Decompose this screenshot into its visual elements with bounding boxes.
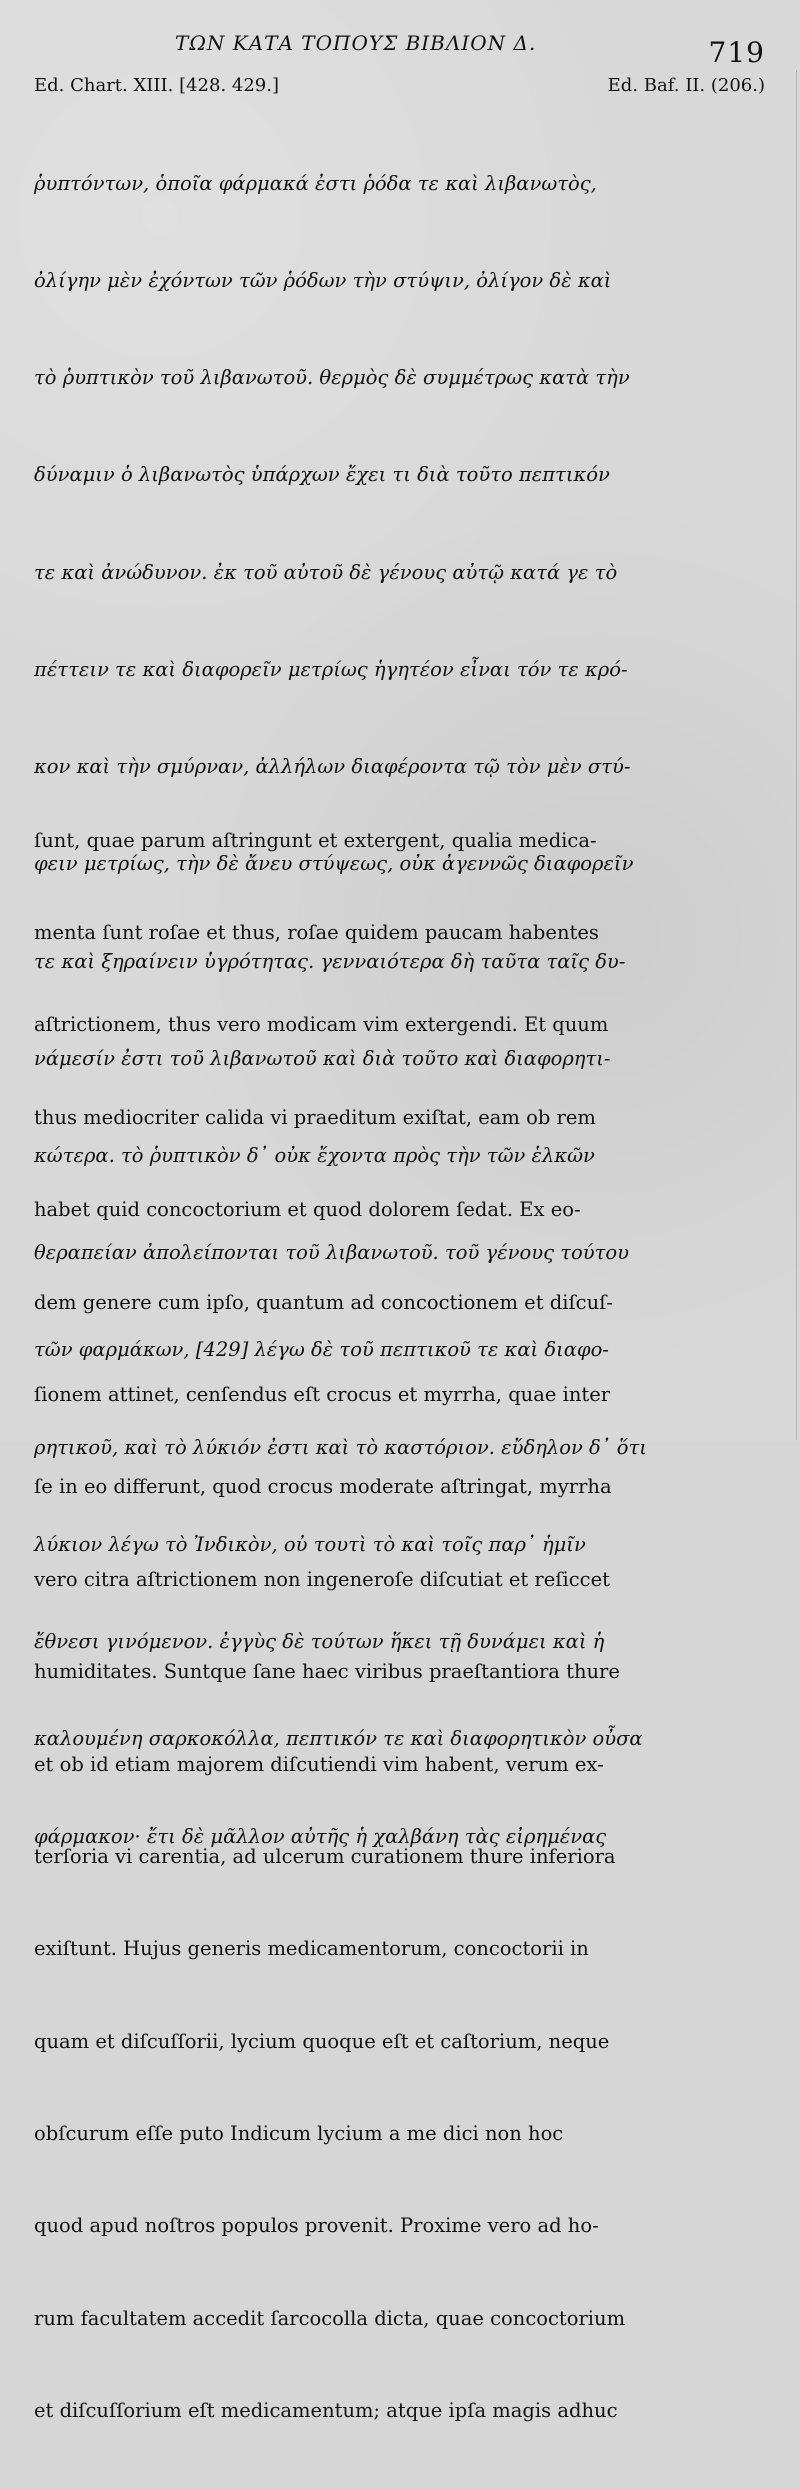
greek-line: φειν μετρίως, τὴν δὲ ἄνευ στύψεως, οὐκ ἀγεννῶς διαφορεῖν xyxy=(34,852,634,876)
page-number: 719 xyxy=(708,36,765,69)
latin-line: terſoria vi carentia, ad ulcerum curationem thure inferiora xyxy=(34,1844,616,1868)
latin-line: rum facultatem accedit ſarcocolla dicta, quae concoctorium xyxy=(34,2306,626,2330)
latin-line: ſe in eo differunt, quod crocus moderate aſtringat, myrrha xyxy=(34,1475,612,1499)
latin-line: quam et diſcuſſorii, lycium quoque eſt et caſtorium, neque xyxy=(34,2029,610,2053)
latin-line: menta ſunt roſae et thus, roſae quidem paucam habentes xyxy=(34,920,599,944)
latin-line: exiſtunt. Hujus generis medicamentorum, concoctorii in xyxy=(34,1937,589,1961)
greek-line: δύναμιν ὁ λιβανωτὸς ὑπάρχων ἔχει τι διὰ τοῦτο πεπτικόν xyxy=(34,463,610,487)
greek-line: ῥυπτόντων, ὁποῖα φάρμακά ἐστι ῥόδα τε καὶ λιβανωτὸς, xyxy=(34,171,597,195)
greek-line: φάρμακον· ἔτι δὲ μᾶλλον αὐτῆς ἡ χαλβάνη τὰς εἰρημένας xyxy=(34,1824,607,1848)
latin-line: ſunt, quae parum aſtringunt et extergent, qualia medica- xyxy=(34,828,597,852)
latin-line: humiditates. Suntque ſane haec viribus praeſtantiora thure xyxy=(34,1660,620,1684)
greek-line: ἔθνεσι γινόμενον. ἐγγὺς δὲ τούτων ἥκει τῇ δυνάμει καὶ ἡ xyxy=(34,1630,605,1654)
latin-line: ſionem attinet, cenſendus eſt crocus et myrrha, quae inter xyxy=(34,1382,611,1406)
greek-line: πέττειν τε καὶ διαφορεῖν μετρίως ἡγητέον εἶναι τόν τε κρό- xyxy=(34,657,628,681)
edition-reference-right: Ed. Baf. II. (206.) xyxy=(607,75,765,96)
greek-line: κον καὶ τὴν σμύρναν, ἀλλήλων διαφέροντα τῷ τὸν μὲν στύ- xyxy=(34,755,631,779)
greek-line: λύκιον λέγω τὸ Ἰνδικὸν, οὐ τουτὶ τὸ καὶ τοῖς παρ᾽ ἡμῖν xyxy=(34,1532,586,1556)
latin-line: dem genere cum ipſo, quantum ad concoctionem et diſcuſ- xyxy=(34,1290,613,1314)
greek-line: καλουμένη σαρκοκόλλα, πεπτικόν τε καὶ διαφορητικὸν οὖσα xyxy=(34,1727,643,1751)
edition-reference-left: Ed. Chart. XIII. [428. 429.] xyxy=(34,75,279,96)
page-edge-mark xyxy=(796,70,797,1440)
latin-line: obſcurum eſſe puto Indicum lycium a me dici non hoc xyxy=(34,2122,564,2146)
running-title: ΤΩΝ ΚΑΤΑ ΤΟΠΟΥΣ ΒΙΒΛΙΟΝ Δ. xyxy=(175,31,537,55)
greek-line: τε καὶ ξηραίνειν ὑγρότητας. γενναιότερα δὴ ταῦτα ταῖς δυ- xyxy=(34,949,626,973)
greek-line: ρητικοῦ, καὶ τὸ λύκιόν ἐστι καὶ τὸ καστόριον. εὔδηλον δ᾽ ὅτι xyxy=(34,1435,647,1459)
latin-line: et diſcuſſorium eſt medicamentum; atque ipſa magis adhuc xyxy=(34,2399,618,2423)
latin-line: et ob id etiam majorem diſcutiendi vim habent, verum ex- xyxy=(34,1752,604,1776)
greek-line: τὸ ῥυπτικὸν τοῦ λιβανωτοῦ. θερμὸς δὲ συμμέτρως κατὰ τὴν xyxy=(34,366,630,390)
greek-line: τε καὶ ἀνώδυνον. ἐκ τοῦ αὐτοῦ δὲ γένους αὐτῷ κατά γε τὸ xyxy=(34,560,618,584)
latin-line: aſtrictionem, thus vero modicam vim extergendi. Et quum xyxy=(34,1013,609,1037)
latin-text-block xyxy=(34,764,764,2489)
latin-line: quod apud noſtros populos provenit. Proxime vero ad ho- xyxy=(34,2214,599,2238)
greek-line: θεραπείαν ἀπολείπονται τοῦ λιβανωτοῦ. τοῦ γένους τούτου xyxy=(34,1241,629,1265)
greek-line: τῶν φαρμάκων, [429] λέγω δὲ τοῦ πεπτικοῦ τε καὶ διαφο- xyxy=(34,1338,609,1362)
greek-line: ὀλίγην μὲν ἐχόντων τῶν ῥόδων τὴν στύψιν, ὀλίγον δὲ καὶ xyxy=(34,269,612,293)
latin-line: vero citra aſtrictionem non ingeneroſe diſcutiat et reſiccet xyxy=(34,1567,610,1591)
greek-line: κώτερα. τὸ ῥυπτικὸν δ᾽ οὐκ ἔχοντα πρὸς τὴν τῶν ἑλκῶν xyxy=(34,1144,595,1167)
latin-line: habet quid concoctorium et quod dolorem ſedat. Ex eo- xyxy=(34,1198,581,1222)
greek-line: νάμεσίν ἐστι τοῦ λιβανωτοῦ καὶ διὰ τοῦτο καὶ διαφορητι- xyxy=(34,1046,611,1070)
latin-line: thus mediocriter calida vi praeditum exiſtat, eam ob rem xyxy=(34,1105,596,1129)
